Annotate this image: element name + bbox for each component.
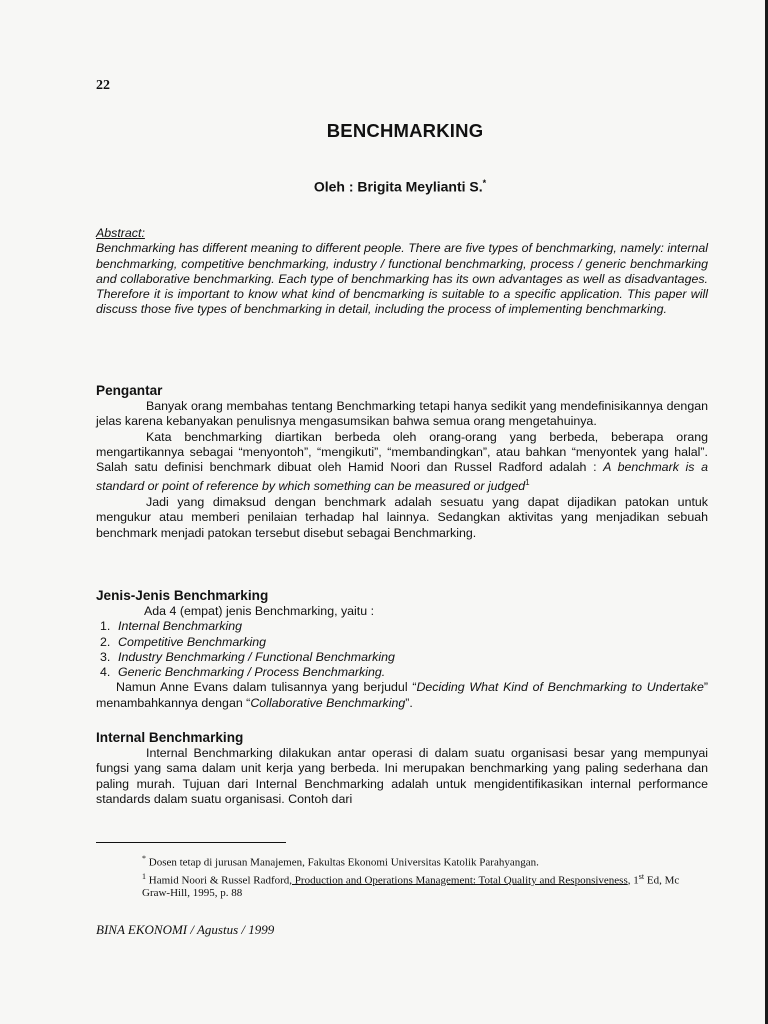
- abstract-label: Abstract:: [96, 226, 145, 240]
- list-number: 2.: [100, 634, 111, 649]
- footnotes: [96, 852, 708, 900]
- section-heading: Pengantar: [96, 383, 163, 398]
- paragraph-text: Namun Anne Evans dalam tulisannya yang berjudul “: [116, 680, 417, 695]
- footnote-book-title: , Production and Operations Management: Total Quality and Responsiveness: [289, 874, 628, 887]
- page-number: 22: [96, 78, 110, 93]
- section-internal: [96, 730, 708, 807]
- list-item: [96, 635, 708, 650]
- list-number: 4.: [100, 665, 111, 680]
- author-footnote-mark: *: [482, 178, 487, 188]
- paragraph-text: ”.: [405, 695, 413, 710]
- list-label: Generic Benchmarking / Process Benchmarking.: [118, 665, 386, 680]
- section-heading: Internal Benchmarking: [96, 730, 244, 745]
- article-title: BENCHMARKING: [326, 120, 484, 141]
- list-intro: Ada 4 (empat) jenis Benchmarking, yaitu :: [144, 604, 375, 618]
- section-heading: Jenis-Jenis Benchmarking: [96, 588, 269, 603]
- list-label: Industry Benchmarking / Functional Benchmarking: [118, 649, 395, 664]
- footnote-text: Dosen tetap di jurusan Manajemen, Fakultas Ekonomi Universitas Katolik Parahyangan.: [148, 856, 539, 869]
- paragraph: [96, 430, 708, 495]
- paragraph: Jadi yang dimaksud dengan benchmark adalah sesuatu yang dapat dijadikan patokan untuk mengukur atau memberi penilaian terhadap hal lainnya. Sedangkan aktivitas yang menjadikan sebuah benchmark menjadi patokan tersebut disebut sebagai Benchmarking.: [96, 494, 708, 540]
- paragraph: [96, 680, 708, 711]
- definition-quote: A benchmark is a standard or point of reference by which something can be measured or judged: [96, 460, 709, 494]
- footnote-text: Ed, Mc Graw-Hill, 1995, p. 88: [142, 874, 680, 900]
- footnote: [96, 870, 708, 901]
- author-name: Oleh : Brigita Meylianti S.: [313, 178, 483, 195]
- journal-footer: BINA EKONOMI / Agustus / 1999: [96, 922, 275, 937]
- list-number: 1.: [100, 619, 111, 634]
- abstract-section: [96, 226, 708, 318]
- paragraph-text: ” menambahkannya dengan “: [96, 680, 709, 710]
- footnote-mark: *: [142, 854, 146, 863]
- list-item: [96, 619, 708, 634]
- edition-suffix: st: [638, 871, 645, 881]
- paragraph: Internal Benchmarking dilakukan antar operasi di dalam suatu organisasi besar yang mempunyai fungsi yang sama dalam unit kerja yang berbeda. Ini merupakan benchmarking yang paling sederhana dan paling murah. Tujuan dari Internal Benchmarking adalah untuk mengidentifikasikan internal performance standards dalam suatu organisasi. Contoh dari: [96, 746, 708, 806]
- benchmarking-types-list: [96, 619, 708, 680]
- list-label: Competitive Benchmarking: [118, 634, 267, 649]
- footnote-mark: 1: [525, 478, 530, 488]
- section-pengantar: [96, 383, 708, 541]
- list-item: [96, 665, 708, 680]
- footnote-text: , 1: [627, 874, 639, 887]
- section-jenis: [96, 588, 708, 711]
- author-line: [0, 178, 768, 195]
- paragraph: Banyak orang membahas tentang Benchmarking tetapi hanya sedikit yang mendefinisikannya dengan jelas karena kebanyakan penulisnya mengasumsikan bahwa semua orang mengetahuinya.: [96, 399, 708, 429]
- list-item: [96, 650, 708, 665]
- footnote-divider: [96, 842, 286, 843]
- footnote-mark: 1: [142, 871, 146, 881]
- list-label: Internal Benchmarking: [118, 619, 242, 634]
- footnote-text: Hamid Noori & Russel Radford: [148, 874, 290, 887]
- paragraph-text: Kata benchmarking diartikan berbeda oleh orang-orang yang berbeda, beberapa orang mengartikannya sebagai “menyontoh”, “mengikuti”, “membandingkan”, atau bahkan “menyontek yang halal”. Salah satu definisi benchmark dibuat oleh Hamid Noori dan Russel Radford adalah :: [96, 429, 708, 475]
- cited-term: Collaborative Benchmarking: [250, 695, 406, 710]
- cited-title: Deciding What Kind of Benchmarking to Undertake: [416, 680, 704, 695]
- footnote: [96, 852, 708, 870]
- abstract-text: Benchmarking has different meaning to different people. There are five types of benchmarking, namely: internal benchmarking, competitive benchmarking, industry / functional benchmarking, process / generic benchmarking and collaborative benchmarking. Each type of benchmarking has its own advantages as well as disadvantages. Therefore it is important to know what kind of bencmarking is suitable to a specific application. This paper will discuss those five types of benchmarking in detail, including the process of implementing benchmarking.: [96, 241, 708, 317]
- list-number: 3.: [100, 649, 111, 664]
